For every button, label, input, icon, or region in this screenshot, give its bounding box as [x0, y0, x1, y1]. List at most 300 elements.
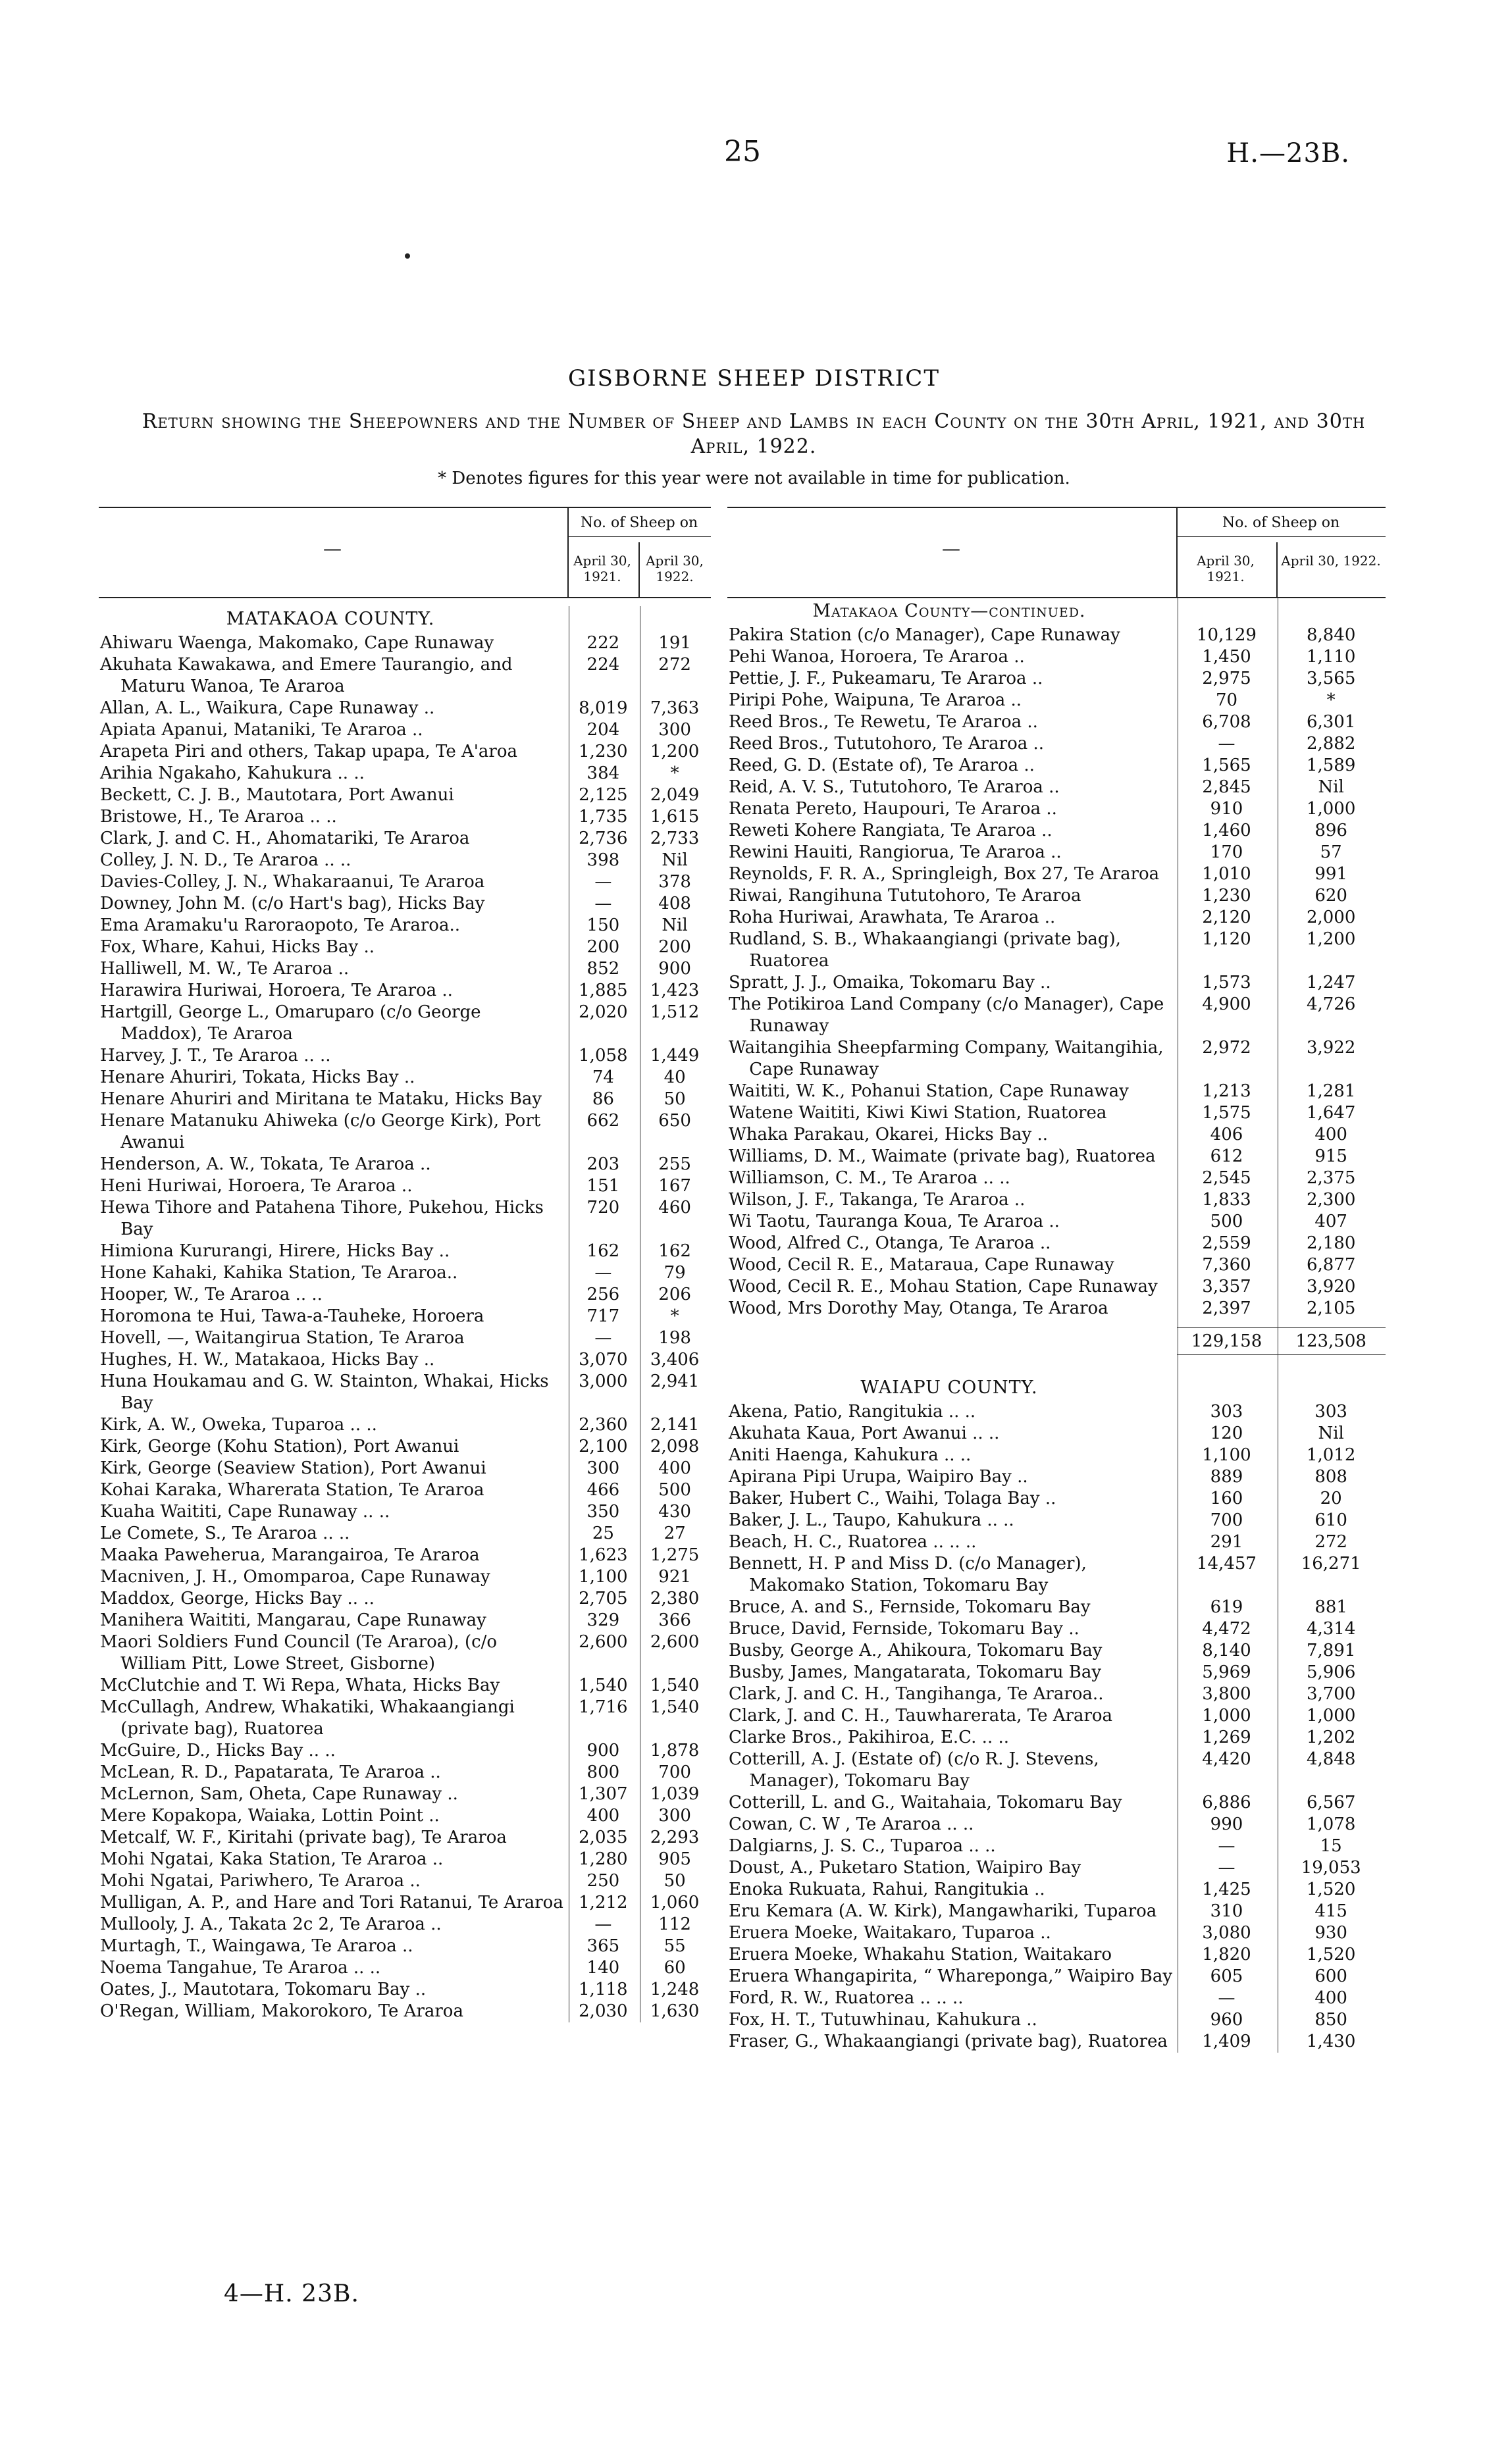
sheep-1921: 2,360	[579, 1415, 628, 1435]
table-row	[100, 1262, 711, 1284]
table-row	[729, 1683, 1386, 1705]
sheep-1922: 1,110	[1306, 647, 1356, 667]
sheep-1922: 303	[1314, 1402, 1347, 1422]
sheep-1922: 300	[658, 1806, 691, 1826]
table-row	[729, 1488, 1386, 1510]
owner-name: Akena, Patio, Rangitukia .. ..	[729, 1402, 976, 1422]
sheep-1922: 700	[658, 1762, 691, 1782]
sheep-1922: 2,375	[1306, 1168, 1356, 1188]
sheep-1922: 300	[658, 720, 691, 740]
sheep-1922: 5,906	[1306, 1662, 1356, 1682]
owner-name: McGuire, D., Hicks Bay .. ..	[100, 1741, 336, 1760]
sheep-1921: 329	[586, 1610, 620, 1630]
row-list	[100, 632, 711, 2022]
sheep-1922: 55	[663, 1936, 686, 1956]
sheep-1922: 1,430	[1306, 2032, 1356, 2051]
sheep-1921: 365	[586, 1936, 620, 1956]
sheep-1922: 1,520	[1306, 1880, 1356, 1899]
table-row	[100, 1458, 711, 1479]
owner-name: Harvey, J. T., Te Araroa .. ..	[100, 1046, 331, 1065]
owner-name: Clark, J. and C. H., Tangihanga, Te Araroa..	[729, 1684, 1104, 1704]
sheep-1922: 50	[663, 1089, 686, 1109]
sheep-1922: 3,922	[1306, 1038, 1356, 1058]
sheep-1921: 700	[1210, 1510, 1243, 1530]
sheep-1921: —	[1218, 1858, 1235, 1878]
table-row	[100, 741, 711, 763]
owner-name: Apirana Pipi Urupa, Waipiro Bay ..	[729, 1467, 1028, 1487]
sheep-1922: 255	[658, 1154, 691, 1174]
table-row	[729, 690, 1386, 711]
sheep-1921: 303	[1210, 1402, 1243, 1422]
table-row	[100, 1914, 711, 1936]
sheep-1921: 2,975	[1202, 669, 1251, 688]
table-row	[729, 1640, 1386, 1662]
table-row	[729, 1037, 1386, 1081]
table-row	[729, 1749, 1386, 1792]
sheep-1922: 200	[658, 937, 691, 957]
sheep-1921: 400	[586, 1806, 620, 1826]
table-row	[100, 871, 711, 893]
sheep-1922: 1,540	[650, 1697, 700, 1717]
sheep-1922: 3,920	[1306, 1277, 1356, 1296]
sheep-1921: 86	[592, 1089, 614, 1109]
sheep-1921: 2,845	[1202, 777, 1251, 797]
owner-name: Watene Waititi, Kiwi Kiwi Station, Ruatorea	[729, 1103, 1107, 1123]
table-row	[100, 1089, 711, 1110]
sheep-1922: 1,423	[650, 981, 700, 1000]
owner-name: Reid, A. V. S., Tututohoro, Te Araroa ..	[729, 777, 1060, 797]
table-row	[729, 1922, 1386, 1944]
sheep-1922: 79	[663, 1263, 686, 1283]
sheep-1922: 400	[1314, 1125, 1347, 1144]
owner-name: Williams, D. M., Waimate (private bag), Ruatorea	[729, 1146, 1156, 1166]
sheep-1922: 2,180	[1306, 1233, 1356, 1253]
sheep-1921: 1,010	[1202, 864, 1251, 884]
owner-name: McLernon, Sam, Oheta, Cape Runaway ..	[100, 1784, 458, 1804]
table-row	[100, 850, 711, 871]
owner-name: Rewini Hauiti, Rangiorua, Te Araroa ..	[729, 842, 1062, 862]
owner-name: Doust, A., Puketaro Station, Waipiro Bay	[729, 1858, 1081, 1878]
sheep-1922: 198	[658, 1328, 691, 1348]
table-row	[100, 1501, 711, 1523]
table-row	[729, 1233, 1386, 1254]
sheep-1922: 2,098	[650, 1437, 700, 1456]
total-1921: 129,158	[1177, 1327, 1277, 1355]
footnote-asterisk: * Denotes figures for this year were not available in time for publication.	[438, 469, 1070, 488]
sheep-1921: 2,705	[579, 1589, 628, 1608]
owner-name: Beach, H. C., Ruatorea .. .. ..	[729, 1532, 977, 1552]
sheep-1921: 1,280	[579, 1849, 628, 1869]
table-row	[729, 1531, 1386, 1553]
table-row	[729, 711, 1386, 733]
right-column	[727, 507, 1386, 2053]
header-col-1922: April 30, 1922.	[646, 553, 704, 584]
owner-name: Bristowe, H., Te Araroa .. ..	[100, 807, 337, 827]
table-row	[100, 1805, 711, 1827]
table-row	[729, 1988, 1386, 2009]
sheep-1922: 400	[1314, 1988, 1347, 2008]
sheep-1922: 1,281	[1306, 1081, 1356, 1101]
owner-name: Metcalf, W. F., Kiritahi (private bag), Te Araroa	[100, 1828, 507, 1847]
document-reference: H.—23B.	[1226, 138, 1350, 168]
sheep-1921: 200	[586, 937, 620, 957]
sheep-1921: 70	[1215, 690, 1238, 710]
sheep-1921: 384	[586, 763, 620, 783]
sheep-1921: 2,030	[579, 2001, 628, 2021]
table-row	[100, 1631, 711, 1675]
sheep-1922: 50	[663, 1871, 686, 1891]
sheep-1921: 4,900	[1202, 994, 1251, 1014]
sheep-1922: 881	[1314, 1597, 1347, 1617]
sheep-1922: 272	[1314, 1532, 1347, 1552]
owner-name: Kuaha Waititi, Cape Runaway .. ..	[100, 1502, 390, 1522]
table-row	[100, 1957, 711, 1979]
sheep-1921: 74	[592, 1067, 614, 1087]
table-row	[100, 1175, 711, 1197]
sheep-1922: 16,271	[1301, 1554, 1361, 1574]
sheep-1922: 850	[1314, 2010, 1347, 2030]
table-row	[729, 972, 1386, 994]
sheep-1922: 6,877	[1306, 1255, 1356, 1275]
owner-name: The Potikiroa Land Company (c/o Manager), Cape Runaway	[729, 994, 1164, 1036]
sheep-1922: 2,293	[650, 1828, 700, 1847]
table-row	[100, 1436, 711, 1458]
owner-name: Reed, G. D. (Estate of), Te Araroa ..	[729, 756, 1035, 775]
table-row	[729, 1618, 1386, 1640]
sheep-1921: 170	[1210, 842, 1243, 862]
sheep-1922: 1,012	[1306, 1445, 1356, 1465]
sheep-1922: 206	[658, 1285, 691, 1304]
sheep-1921: —	[1218, 1988, 1235, 2008]
table-row	[729, 2031, 1386, 2053]
sheep-1921: 3,080	[1202, 1923, 1251, 1943]
sheep-1921: —	[594, 1328, 612, 1348]
sheep-1921: 2,035	[579, 1828, 628, 1847]
sheep-1921: 162	[586, 1241, 620, 1261]
owner-name: Mulligan, A. P., and Hare and Tori Ratanui, Te Araroa	[100, 1893, 563, 1912]
owner-name: Noema Tangahue, Te Araroa .. ..	[100, 1958, 381, 1978]
owner-name: Manihera Waititi, Mangarau, Cape Runaway	[100, 1610, 486, 1630]
sheep-1921: —	[594, 1263, 612, 1283]
table-row	[100, 1349, 711, 1371]
left-column	[99, 507, 711, 2022]
owner-name: Henare Ahuriri and Miritana te Mataku, Hicks Bay	[100, 1089, 542, 1109]
sheep-1921: 1,623	[579, 1545, 628, 1565]
table-row	[100, 1784, 711, 1805]
sheep-1921: 224	[586, 655, 620, 675]
owner-name: Rudland, S. B., Whakaangiangi (private bag), Ruatorea	[729, 929, 1121, 971]
sheep-1922: 6,301	[1306, 712, 1356, 732]
table-row	[100, 893, 711, 915]
table-row	[100, 1610, 711, 1631]
owner-name: Waititi, W. K., Pohanui Station, Cape Runaway	[729, 1081, 1129, 1101]
header-col-1921: April 30, 1921.	[1197, 553, 1255, 584]
sheep-1922: 8,840	[1306, 625, 1356, 645]
table-row	[100, 1045, 711, 1067]
sheep-1921: 466	[586, 1480, 620, 1500]
header-col-1921: April 30, 1921.	[573, 553, 631, 584]
sheep-1921: 1,118	[579, 1980, 628, 1999]
table-row	[729, 885, 1386, 907]
table-row	[729, 1944, 1386, 1966]
owner-name: Reed Bros., Te Rewetu, Te Araroa ..	[729, 712, 1038, 732]
sheep-1922: 1,520	[1306, 1945, 1356, 1964]
table-row	[729, 1102, 1386, 1124]
owner-name: Hughes, H. W., Matakaoa, Hicks Bay ..	[100, 1350, 435, 1370]
table-row	[729, 1727, 1386, 1749]
sheep-1921: 250	[586, 1871, 620, 1891]
owner-name: Henderson, A. W., Tokata, Te Araroa ..	[100, 1154, 431, 1174]
sheep-1921: 5,969	[1202, 1662, 1251, 1682]
sheep-1922: 162	[658, 1241, 691, 1261]
row-list	[729, 625, 1386, 1320]
table-row	[729, 1423, 1386, 1445]
sheep-1922: 620	[1314, 886, 1347, 906]
county-heading: WAIAPU COUNTY.	[860, 1377, 1038, 1398]
sheep-1922: 1,540	[650, 1676, 700, 1695]
sheep-1922: Nil	[1318, 777, 1344, 797]
owner-name: Clark, J. and C. H., Ahomatariki, Te Araroa	[100, 829, 470, 848]
sheep-1922: 808	[1314, 1467, 1347, 1487]
owner-name: Pakira Station (c/o Manager), Cape Runaway	[729, 625, 1120, 645]
owner-name: Roha Huriwai, Arawhata, Te Araroa ..	[729, 908, 1056, 927]
sheep-1922: 1,078	[1306, 1814, 1356, 1834]
owner-name: Henare Ahuriri, Tokata, Hicks Bay ..	[100, 1067, 415, 1087]
owner-name: Hooper, W., Te Araroa .. ..	[100, 1285, 323, 1304]
owner-name: Murtagh, T., Waingawa, Te Araroa ..	[100, 1936, 413, 1956]
sheep-1921: 2,397	[1202, 1298, 1251, 1318]
header-dash: —	[942, 538, 960, 559]
table-row	[729, 863, 1386, 885]
sheep-1922: 1,039	[650, 1784, 700, 1804]
owner-name: Wi Taotu, Tauranga Koua, Te Araroa ..	[729, 1212, 1060, 1231]
owner-name: Pehi Wanoa, Horoera, Te Araroa ..	[729, 647, 1025, 667]
owner-name: Davies-Colley, J. N., Whakaraanui, Te Araroa	[100, 872, 485, 892]
sheep-1922: 2,300	[1306, 1190, 1356, 1210]
sheep-1922: 1,202	[1306, 1728, 1356, 1747]
table-row	[729, 1254, 1386, 1276]
sheep-1922: 1,647	[1306, 1103, 1356, 1123]
table-row	[100, 937, 711, 958]
sheep-1922: *	[1326, 690, 1336, 710]
table-row	[100, 980, 711, 1002]
sheep-1921: 160	[1210, 1489, 1243, 1508]
owner-name: Eruera Whangapirita, “ Whareponga,” Waipiro Bay	[729, 1966, 1173, 1986]
table-row	[100, 654, 711, 698]
owner-name: Reed Bros., Tututohoro, Te Araroa ..	[729, 734, 1045, 754]
sheep-1922: 1,615	[650, 807, 700, 827]
table-row	[729, 1168, 1386, 1189]
total-1922: 123,508	[1276, 1327, 1386, 1355]
sheep-1921: 398	[586, 850, 620, 870]
owner-name: Beckett, C. J. B., Mautotara, Port Awanui	[100, 785, 454, 805]
sheep-1921: 852	[586, 959, 620, 979]
owner-name: Clarke Bros., Pakihiroa, E.C. .. ..	[729, 1728, 1010, 1747]
county-heading-continued: Matakaoa County—continued.	[812, 601, 1086, 621]
owner-name: Mohi Ngatai, Kaka Station, Te Araroa ..	[100, 1849, 444, 1869]
table-row	[100, 632, 711, 654]
sheep-1922: 15	[1320, 1836, 1342, 1856]
sheep-1921: 1,565	[1202, 756, 1251, 775]
sheep-1921: 151	[586, 1176, 620, 1196]
owner-name: Aniti Haenga, Kahukura .. ..	[729, 1445, 972, 1465]
sheep-1921: 1,833	[1202, 1190, 1251, 1210]
sheep-1922: 2,600	[650, 1632, 700, 1652]
sheep-1921: 1,100	[579, 1567, 628, 1587]
owner-name: Eruera Moeke, Whakahu Station, Waitakaro	[729, 1945, 1112, 1964]
sheep-1922: 2,941	[650, 1372, 700, 1391]
table-header	[727, 507, 1386, 598]
sheep-1922: 7,891	[1306, 1641, 1356, 1660]
table-body	[99, 606, 711, 2022]
owner-name: Hartgill, George L., Omaruparo (c/o George Maddox), Te Araroa	[100, 1002, 481, 1044]
sheep-1922: 415	[1314, 1901, 1347, 1921]
sheep-1921: 1,540	[579, 1676, 628, 1695]
sheep-1922: 921	[658, 1567, 691, 1587]
owner-name: Arihia Ngakaho, Kahukura .. ..	[100, 763, 365, 783]
sheep-1921: 3,070	[579, 1350, 628, 1370]
row-list	[729, 1401, 1386, 2053]
owner-name: Enoka Rukuata, Rahui, Rangitukia ..	[729, 1880, 1045, 1899]
sheep-1922: 60	[663, 1958, 686, 1978]
table-row	[100, 784, 711, 806]
sheep-1921: —	[594, 894, 612, 913]
sheep-1922: 1,247	[1306, 973, 1356, 992]
sheep-1921: 3,800	[1202, 1684, 1251, 1704]
table-row	[729, 668, 1386, 690]
sheep-1921: 120	[1210, 1424, 1243, 1443]
sheep-1922: 27	[663, 1524, 686, 1543]
sheep-1922: 57	[1320, 842, 1342, 862]
sheep-1922: 4,726	[1306, 994, 1356, 1014]
table-row	[100, 763, 711, 784]
owner-name: Hovell, —, Waitangirua Station, Te Araroa	[100, 1328, 465, 1348]
table-row	[100, 698, 711, 719]
sheep-1921: 990	[1210, 1814, 1243, 1834]
table-row	[729, 1553, 1386, 1597]
owner-name: Reweti Kohere Rangiata, Te Araroa ..	[729, 821, 1053, 840]
sheep-1921: 619	[1210, 1597, 1243, 1617]
owner-name: McCullagh, Andrew, Whakatiki, Whakaangiangi (private bag), Ruatorea	[100, 1697, 515, 1739]
table-row	[100, 1740, 711, 1762]
sheep-1921: 300	[586, 1458, 620, 1478]
table-row	[100, 1979, 711, 2001]
table-row	[100, 1479, 711, 1501]
table-row	[729, 1124, 1386, 1146]
owner-name: Baker, J. L., Taupo, Kahukura .. ..	[729, 1510, 1014, 1530]
table-row	[100, 1827, 711, 1849]
owner-name: Harawira Huriwai, Horoera, Te Araroa ..	[100, 981, 453, 1000]
sheep-1921: 1,307	[579, 1784, 628, 1804]
sheep-1921: 203	[586, 1154, 620, 1174]
table-row	[729, 1401, 1386, 1423]
owner-name: Wood, Cecil R. E., Mohau Station, Cape Runaway	[729, 1277, 1158, 1296]
owner-name: Dalgiarns, J. S. C., Tuparoa .. ..	[729, 1836, 996, 1856]
owner-name: Ford, R. W., Ruatorea .. .. ..	[729, 1988, 964, 2008]
owner-name: Heni Huriwai, Horoera, Te Araroa ..	[100, 1176, 413, 1196]
sheep-1922: 366	[658, 1610, 691, 1630]
table-row	[100, 1284, 711, 1306]
sheep-1921: 612	[1210, 1146, 1243, 1166]
table-row	[100, 1414, 711, 1436]
sheep-1922: 2,105	[1306, 1298, 1356, 1318]
sheep-1922: 905	[658, 1849, 691, 1869]
sheep-1921: 140	[586, 1958, 620, 1978]
table-row	[100, 1523, 711, 1545]
sheep-1921: —	[594, 1914, 612, 1934]
sheep-1921: 7,360	[1202, 1255, 1251, 1275]
table-row	[100, 1241, 711, 1262]
owner-name: Williamson, C. M., Te Araroa .. ..	[729, 1168, 1010, 1188]
sheep-1921: 3,000	[579, 1372, 628, 1391]
sheep-1922: 400	[658, 1458, 691, 1478]
table-row	[100, 1588, 711, 1610]
table-body	[727, 598, 1386, 2053]
owner-name: Arapeta Piri and others, Takap upapa, Te A'aroa	[100, 742, 517, 761]
sheep-1922: 2,049	[650, 785, 700, 805]
county-heading: MATAKAOA COUNTY.	[226, 609, 435, 629]
sheep-1921: 1,269	[1202, 1728, 1251, 1747]
owner-name: Downey, John M. (c/o Hart's bag), Hicks Bay	[100, 894, 485, 913]
owner-name: Busby, James, Mangatarata, Tokomaru Bay	[729, 1662, 1102, 1682]
sheep-1922: 4,848	[1306, 1749, 1356, 1769]
table-row	[100, 1892, 711, 1914]
sheep-1922: 460	[658, 1198, 691, 1218]
sheep-1922: 896	[1314, 821, 1347, 840]
owner-name: Fraser, G., Whakaangiangi (private bag), Ruatorea	[729, 2032, 1168, 2051]
header-dash: —	[323, 538, 342, 559]
owner-name: Wood, Alfred C., Otanga, Te Araroa ..	[729, 1233, 1051, 1253]
owner-name: Allan, A. L., Waikura, Cape Runaway ..	[100, 698, 435, 718]
document-title: GISBORNE SHEEP DISTRICT	[568, 365, 940, 392]
sheep-1921: 4,420	[1202, 1749, 1251, 1769]
table-row	[100, 1002, 711, 1045]
owner-name: Halliwell, M. W., Te Araroa ..	[100, 959, 350, 979]
owner-name: Mohi Ngatai, Pariwhero, Te Araroa ..	[100, 1871, 421, 1891]
table-row	[100, 1849, 711, 1870]
table-row	[729, 1276, 1386, 1298]
sheep-1922: 610	[1314, 1510, 1347, 1530]
owner-name: Maddox, George, Hicks Bay .. ..	[100, 1589, 375, 1608]
table-row	[729, 1211, 1386, 1233]
sheep-1921: 717	[586, 1306, 620, 1326]
sheep-1921: 800	[586, 1762, 620, 1782]
sheep-1921: —	[1218, 734, 1235, 754]
sheep-1921: 2,020	[579, 1002, 628, 1022]
table-row	[729, 1662, 1386, 1683]
sheep-1921: 1,212	[579, 1893, 628, 1912]
header-group-label: No. of Sheep on	[567, 515, 711, 537]
table-row	[729, 1857, 1386, 1879]
owner-name: Wood, Mrs Dorothy May, Otanga, Te Araroa	[729, 1298, 1108, 1318]
table-row	[100, 719, 711, 741]
owner-name: Bruce, David, Fernside, Tokomaru Bay ..	[729, 1619, 1079, 1639]
sheep-1922: 1,589	[1306, 756, 1356, 775]
sheep-1921: 4,472	[1202, 1619, 1251, 1639]
sheep-1921: 2,545	[1202, 1168, 1251, 1188]
sheep-1922: 378	[658, 872, 691, 892]
table-row	[729, 733, 1386, 755]
table-row	[729, 1814, 1386, 1835]
sheep-1921: 910	[1210, 799, 1243, 819]
sheep-1921: 960	[1210, 2010, 1243, 2030]
owner-name: Wood, Cecil R. E., Mataraua, Cape Runaway	[729, 1255, 1114, 1275]
table-row	[100, 1697, 711, 1740]
sheep-1922: 4,314	[1306, 1619, 1356, 1639]
owner-name: Mere Kopakopa, Waiaka, Lottin Point ..	[100, 1806, 440, 1826]
sheep-1922: 991	[1314, 864, 1347, 884]
sheep-1921: 14,457	[1197, 1554, 1257, 1574]
